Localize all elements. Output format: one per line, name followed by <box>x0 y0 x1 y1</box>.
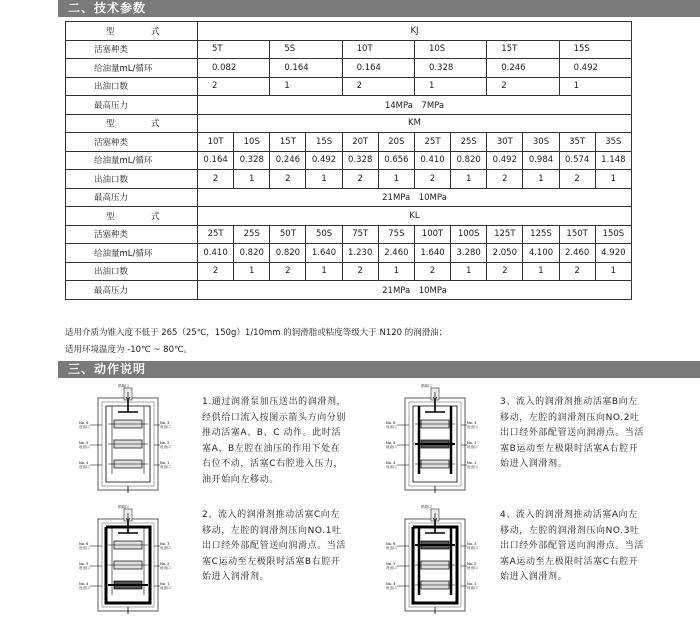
port-label-left-word: 吐出口 <box>79 546 90 550</box>
port-label-right-word: 吐出口 <box>160 546 171 550</box>
feed-volume-cell: 1.640 <box>306 244 342 263</box>
model-label: 型 式 <box>66 22 198 41</box>
feed-volume-row <box>66 151 632 170</box>
model-value: KL <box>198 207 632 226</box>
outlet-count-cell: 2 <box>270 170 306 189</box>
outlet-count-cell: 1 <box>523 170 559 189</box>
port-label-right: No. 3 <box>467 421 477 425</box>
outlet-count-cell: 1 <box>306 262 342 281</box>
feed-volume-cell: 0.984 <box>523 151 559 170</box>
port-label-left: No. 5 <box>386 441 396 445</box>
temperature-note: 适用环境温度为 -10℃ ~ 80℃。 <box>65 345 193 355</box>
outlet-count-cell: 2 <box>342 77 414 96</box>
piston-type-cell: 30T <box>487 133 523 152</box>
port-label-right: No. 2 <box>467 562 477 566</box>
outlet-count-cell: 1 <box>234 262 270 281</box>
port-label-left-word: 吐出口 <box>386 546 397 550</box>
feed-volume-label: 给油量mL/循环 <box>66 59 198 78</box>
pressure-row <box>66 96 632 115</box>
feed-volume-cell: 0.410 <box>198 244 234 263</box>
distributor-schematic <box>385 503 485 615</box>
outlet-count-row <box>66 170 632 189</box>
port-label-left-word: 吐出口 <box>386 586 397 590</box>
port-label-left: No. 6 <box>79 421 89 425</box>
pressure-label: 最高压力 <box>66 281 198 300</box>
outlet-count-cell: 1 <box>378 170 414 189</box>
feed-volume-label: 给油量mL/循环 <box>66 151 198 170</box>
outlet-count-cell: 2 <box>198 262 234 281</box>
port-label-right: No. 2 <box>160 562 170 566</box>
inlet-label: 供给口 <box>421 384 432 388</box>
port-label-left-word: 吐出口 <box>79 425 90 429</box>
feed-volume-cell: 3.280 <box>451 244 487 263</box>
port-label-right-word: 吐出口 <box>160 586 171 590</box>
outlet-count-cell: 2 <box>198 170 234 189</box>
piston-type-cell: 20S <box>378 133 414 152</box>
piston-type-row <box>66 133 632 152</box>
port-label-right: No. 2 <box>160 441 170 445</box>
outlet-count-cell: 1 <box>595 262 631 281</box>
port-label-right: No. 1 <box>467 461 477 465</box>
port-label-right: No. 2 <box>467 441 477 445</box>
port-label-right-word: 吐出口 <box>160 445 171 449</box>
model-value: KJ <box>198 22 632 41</box>
outlet-count-cell: 2 <box>559 170 595 189</box>
outlet-count-row <box>66 77 632 96</box>
port-label-right-word: 吐出口 <box>467 445 478 449</box>
port-label-left: No. 6 <box>386 542 396 546</box>
feed-volume-cell: 0.574 <box>559 151 595 170</box>
outlet-count-label: 出油口数 <box>66 77 198 96</box>
port-label-left-word: 吐出口 <box>79 445 90 449</box>
feed-volume-cell: 0.328 <box>342 151 378 170</box>
port-label-right-word: 吐出口 <box>467 566 478 570</box>
piston-type-cell: 75T <box>342 225 378 244</box>
piston-type-cell: 25S <box>451 133 487 152</box>
feed-volume-cell: 0.410 <box>414 151 450 170</box>
model-label: 型 式 <box>66 114 198 133</box>
piston-type-row <box>66 40 632 59</box>
feed-volume-cell: 0.164 <box>342 59 414 78</box>
outlet-count-cell: 1 <box>306 170 342 189</box>
model-row <box>66 114 632 133</box>
outlet-count-cell: 1 <box>378 262 414 281</box>
outlet-count-cell: 2 <box>270 262 306 281</box>
feed-volume-cell: 0.328 <box>234 151 270 170</box>
model-value: KM <box>198 114 632 133</box>
feed-volume-cell: 0.328 <box>414 59 486 78</box>
outlet-count-cell: 1 <box>234 170 270 189</box>
pressure-row <box>66 281 632 300</box>
feed-volume-cell: 2.460 <box>559 244 595 263</box>
port-label-left: No. 5 <box>79 562 89 566</box>
distributor-diagram-step4 <box>385 503 485 615</box>
distributor-schematic <box>78 382 178 494</box>
spec-table <box>65 21 632 300</box>
port-label-left: No. 4 <box>79 582 89 586</box>
piston-type-cell: 125S <box>523 225 559 244</box>
port-label-right-word: 吐出口 <box>467 546 478 550</box>
port-label-left: No. 6 <box>79 542 89 546</box>
piston-type-cell: 5S <box>270 40 342 59</box>
piston-type-cell: 25T <box>198 225 234 244</box>
feed-volume-cell: 1.148 <box>595 151 631 170</box>
port-label-right-word: 吐出口 <box>160 465 171 469</box>
model-label: 型 式 <box>66 207 198 226</box>
feed-volume-label: 给油量mL/循环 <box>66 244 198 263</box>
piston-type-cell: 35S <box>595 133 631 152</box>
piston-type-cell: 15S <box>559 40 631 59</box>
port-label-left: No. 4 <box>79 461 89 465</box>
feed-volume-row <box>66 59 632 78</box>
piston-type-cell: 25T <box>414 133 450 152</box>
model-row <box>66 207 632 226</box>
feed-volume-cell: 1.640 <box>414 244 450 263</box>
outlet-count-cell: 1 <box>414 77 486 96</box>
port-label-left: No. 5 <box>79 441 89 445</box>
feed-volume-cell: 0.820 <box>270 244 306 263</box>
outlet-count-cell: 2 <box>342 170 378 189</box>
piston-type-cell: 30S <box>523 133 559 152</box>
feed-volume-cell: 4.920 <box>595 244 631 263</box>
outlet-count-cell: 1 <box>559 77 631 96</box>
action-section-header: 三、动作说明 <box>58 361 700 378</box>
feed-volume-row <box>66 244 632 263</box>
piston-type-cell: 125T <box>487 225 523 244</box>
piston-type-cell: 100T <box>414 225 450 244</box>
port-label-right: No. 3 <box>160 421 170 425</box>
piston-type-cell: 150T <box>559 225 595 244</box>
piston-type-label: 活塞种类 <box>66 133 198 152</box>
piston-type-cell: 150S <box>595 225 631 244</box>
distributor-schematic <box>78 503 178 615</box>
port-label-left-word: 吐出口 <box>386 445 397 449</box>
port-label-left: No. 4 <box>386 582 396 586</box>
piston-type-cell: 15T <box>487 40 559 59</box>
piston-type-cell: 25S <box>234 225 270 244</box>
medium-note: 适用介质为锥入度不低于 265（25℃，150g）1/10mm 的润滑脂或粘度等级大于 N120 的润滑油； <box>65 328 448 338</box>
distributor-diagram-step1 <box>78 382 178 494</box>
port-label-left-word: 吐出口 <box>79 586 90 590</box>
piston-type-cell: 20T <box>342 133 378 152</box>
piston-type-cell: 15T <box>270 133 306 152</box>
pressure-label: 最高压力 <box>66 188 198 207</box>
port-label-left-word: 吐出口 <box>386 425 397 429</box>
feed-volume-cell: 0.820 <box>234 244 270 263</box>
piston-type-cell: 15S <box>306 133 342 152</box>
piston-type-row <box>66 225 632 244</box>
port-label-right: No. 1 <box>160 461 170 465</box>
outlet-count-cell: 2 <box>487 262 523 281</box>
piston-type-cell: 10T <box>198 133 234 152</box>
port-label-right-word: 吐出口 <box>467 425 478 429</box>
spec-section-header: 二、技术参数 <box>58 0 700 17</box>
outlet-count-cell: 1 <box>523 262 559 281</box>
outlet-count-cell: 2 <box>414 262 450 281</box>
piston-type-cell: 75S <box>378 225 414 244</box>
step-3-description: 3、流入的润滑剂推动活塞B向左移动，左腔的润滑剂压向NO.2吐出口经外部配管送向润滑点。当活塞B运动至左极限时活塞A右腔开始进入润滑剂。 <box>500 397 645 470</box>
port-label-left: No. 4 <box>386 461 396 465</box>
pressure-value: 21MPa 10MPa <box>198 188 632 207</box>
port-label-right-word: 吐出口 <box>160 425 171 429</box>
outlet-count-label: 出油口数 <box>66 262 198 281</box>
model-row <box>66 22 632 41</box>
pressure-value: 21MPa 10MPa <box>198 281 632 300</box>
feed-volume-cell: 0.492 <box>487 151 523 170</box>
outlet-count-cell: 1 <box>595 170 631 189</box>
port-label-right: No. 1 <box>160 582 170 586</box>
outlet-count-cell: 2 <box>414 170 450 189</box>
piston-type-cell: 35T <box>559 133 595 152</box>
feed-volume-cell: 4.100 <box>523 244 559 263</box>
inlet-label: 供给口 <box>421 505 432 509</box>
inlet-label: 供给口 <box>118 384 129 388</box>
piston-type-label: 活塞种类 <box>66 40 198 59</box>
feed-volume-cell: 1.230 <box>342 244 378 263</box>
outlet-count-cell: 2 <box>342 262 378 281</box>
piston-type-cell: 100S <box>451 225 487 244</box>
feed-volume-cell: 0.492 <box>306 151 342 170</box>
feed-volume-cell: 0.164 <box>198 151 234 170</box>
piston-type-cell: 50S <box>306 225 342 244</box>
outlet-count-label: 出油口数 <box>66 170 198 189</box>
port-label-left-word: 吐出口 <box>79 465 90 469</box>
outlet-count-cell: 1 <box>451 170 487 189</box>
port-label-right: No. 3 <box>160 542 170 546</box>
outlet-count-cell: 2 <box>559 262 595 281</box>
feed-volume-cell: 0.164 <box>270 59 342 78</box>
feed-volume-cell: 0.246 <box>270 151 306 170</box>
port-label-right-word: 吐出口 <box>467 586 478 590</box>
outlet-count-cell: 1 <box>270 77 342 96</box>
port-label-right: No. 1 <box>467 582 477 586</box>
outlet-count-cell: 2 <box>198 77 270 96</box>
port-label-left: No. 6 <box>386 421 396 425</box>
distributor-diagram-step3 <box>385 382 485 494</box>
outlet-count-row <box>66 262 632 281</box>
pressure-value: 14MPa 7MPa <box>198 96 632 115</box>
feed-volume-cell: 2.460 <box>378 244 414 263</box>
port-label-left-word: 吐出口 <box>79 566 90 570</box>
feed-volume-cell: 2.050 <box>487 244 523 263</box>
step-2-description: 2、流入的润滑剂推动活塞C向左移动，左腔的润滑剂压向NO.1吐出口经外部配管送向润滑点。当活塞C运动至左极限时活塞B右腔开始进入润滑剂。 <box>202 510 347 583</box>
feed-volume-cell: 0.820 <box>451 151 487 170</box>
feed-volume-cell: 0.246 <box>487 59 559 78</box>
port-label-left: No. 5 <box>386 562 396 566</box>
outlet-count-cell: 1 <box>451 262 487 281</box>
piston-type-cell: 10T <box>342 40 414 59</box>
feed-volume-cell: 0.082 <box>198 59 270 78</box>
pressure-row <box>66 188 632 207</box>
feed-volume-cell: 0.492 <box>559 59 631 78</box>
outlet-count-cell: 2 <box>487 77 559 96</box>
piston-type-cell: 5T <box>198 40 270 59</box>
port-label-right: No. 3 <box>467 542 477 546</box>
piston-type-cell: 50T <box>270 225 306 244</box>
distributor-schematic <box>385 382 485 494</box>
port-label-right-word: 吐出口 <box>467 465 478 469</box>
step-4-description: 4、流入的润滑剂推动活塞A向左移动，左腔的润滑剂压向NO.3吐出口经外部配管送向润滑点。当活塞A运动至左极限时活塞C右腔开始进入润滑剂。 <box>500 510 645 583</box>
piston-type-label: 活塞种类 <box>66 225 198 244</box>
outlet-count-cell: 2 <box>487 170 523 189</box>
port-label-left-word: 吐出口 <box>386 465 397 469</box>
pressure-label: 最高压力 <box>66 96 198 115</box>
step-1-description: 1.通过润滑泵加压送出的润滑剂，经供给口流入按图示箭头方向分别推动活塞A、B、C 动作。此时活塞A、B左腔在油压的作用下处在右位不动，活塞C右腔进入压力，油开始向左移动。 <box>202 397 347 485</box>
feed-volume-cell: 0.656 <box>378 151 414 170</box>
piston-type-cell: 10S <box>414 40 486 59</box>
piston-type-cell: 10S <box>234 133 270 152</box>
port-label-right-word: 吐出口 <box>160 566 171 570</box>
distributor-diagram-step2 <box>78 503 178 615</box>
port-label-left-word: 吐出口 <box>386 566 397 570</box>
inlet-label: 供给口 <box>118 505 129 509</box>
